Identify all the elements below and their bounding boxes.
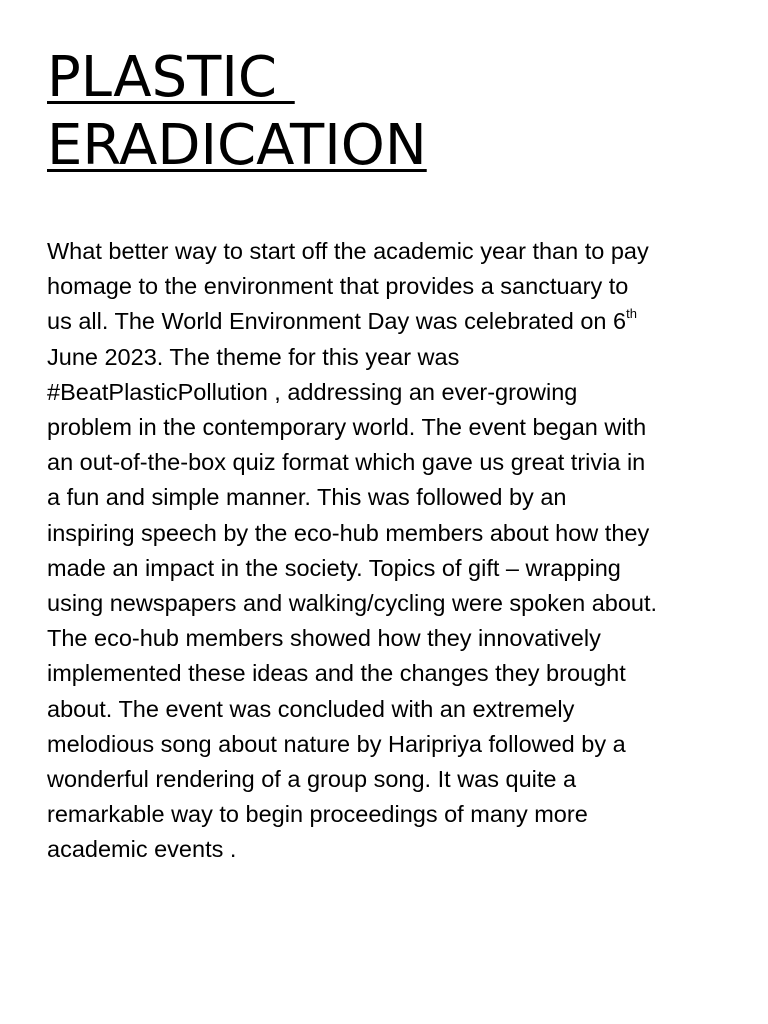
article-paragraph — [47, 234, 737, 868]
paragraph-line: problem in the contemporary world. The event began with — [47, 414, 647, 441]
paragraph-line: inspiring speech by the eco-hub members about how they — [47, 519, 650, 546]
paragraph-line-text: us all. The World Environment Day was celebrated on 6 — [47, 308, 627, 335]
paragraph-line: using newspapers and walking/cycling were spoken about. — [47, 590, 658, 617]
date-superscript: th — [626, 306, 637, 322]
paragraph-line: remarkable way to begin proceedings of many more — [47, 801, 588, 828]
paragraph-line: What better way to start off the academic year than to pay — [47, 238, 649, 264]
paragraph-line: implemented these ideas and the changes they brought — [47, 660, 626, 687]
paragraph-line: wonderful rendering of a group song. It was quite a — [47, 766, 577, 793]
paragraph-line: #BeatPlasticPollution , addressing an ever-growing — [47, 378, 578, 405]
paragraph-line: about. The event was concluded with an extremely — [47, 695, 575, 722]
paragraph-line: melodious song about nature by Haripriya followed by a — [47, 730, 626, 757]
title-line-1: PLASTIC — [47, 45, 295, 110]
title-line-2: ERADICATION — [47, 113, 427, 178]
paragraph-line: an out-of-the-box quiz format which gave us great trivia in — [47, 449, 646, 476]
paragraph-line: a fun and simple manner. This was followed by an — [47, 484, 567, 511]
paragraph-line: The eco-hub members showed how they innovatively — [47, 625, 601, 652]
paragraph-line: academic events . — [47, 836, 237, 863]
paragraph-line: made an impact in the society. Topics of gift – wrapping — [47, 554, 621, 581]
paragraph-line: June 2023. The theme for this year was — [47, 343, 460, 370]
paragraph-line — [47, 304, 737, 339]
paragraph-line: homage to the environment that provides a sanctuary to — [47, 273, 629, 300]
document-title — [47, 44, 727, 180]
